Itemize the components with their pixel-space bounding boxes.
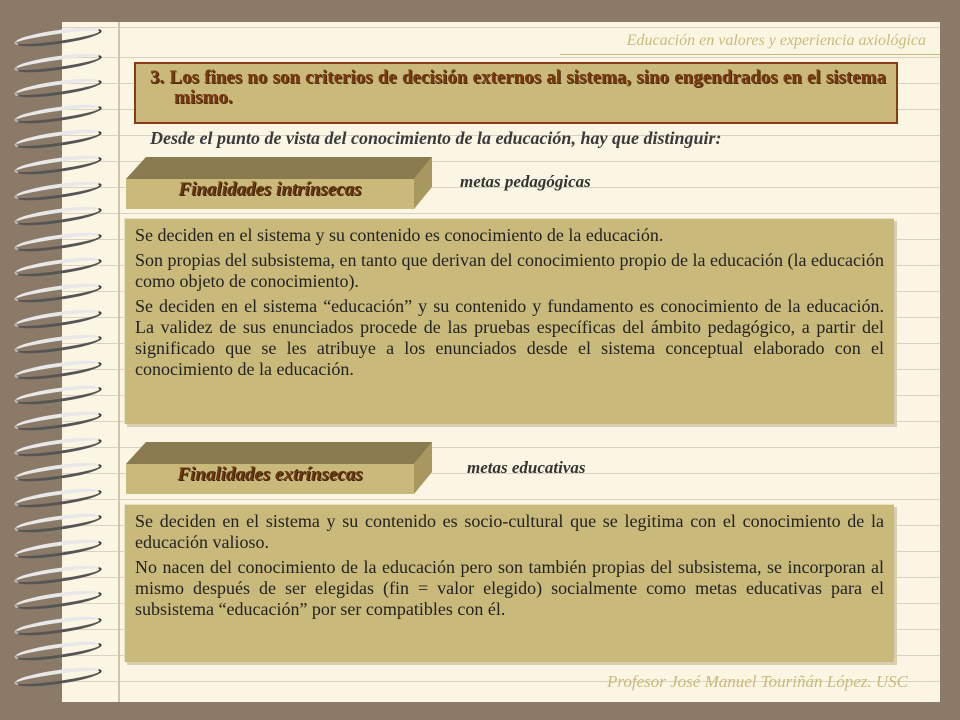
binding-ring	[13, 459, 102, 485]
binding-ring	[13, 101, 102, 127]
tab-intrinsic	[126, 157, 432, 209]
binding-ring	[13, 664, 102, 690]
binding-ring	[13, 24, 102, 50]
binding-ring	[13, 408, 102, 434]
binding-ring	[13, 280, 102, 306]
intrinsic-content-box	[124, 218, 894, 424]
binding-ring	[13, 331, 102, 357]
binding-ring	[13, 357, 102, 383]
binding-ring	[13, 638, 102, 664]
tab-extrinsic-label: Finalidades extrínsecas	[177, 464, 363, 485]
extrinsic-content-box	[124, 504, 894, 662]
heading-box	[134, 62, 898, 124]
binding-ring	[13, 229, 102, 255]
binding-ring	[13, 75, 102, 101]
binding-ring	[13, 434, 102, 460]
note-extrinsic: metas educativas	[467, 458, 586, 477]
extrinsic-paragraph: Se deciden en el sistema y su contenido es socio-cultural que se legitima con el conocimiento de la educación valioso.	[135, 511, 884, 552]
binding-ring	[13, 510, 102, 536]
intro-text: Desde el punto de vista del conocimiento de la educación, hay que distinguir:	[150, 128, 722, 148]
spiral-binding	[0, 30, 110, 700]
binding-ring	[13, 613, 102, 639]
intrinsic-paragraph: Son propias del subsistema, en tanto que derivan del conocimiento propio de la educación (la educación como objeto de conocimiento).	[135, 250, 884, 291]
extrinsic-paragraph: No nacen del conocimiento de la educación pero son también propias del subsistema, se incorporan al mismo después de ser elegidas (fin = valor elegido) socialmente como metas educativas para el subsistema “educación” por ser compatibles con él.	[135, 557, 884, 619]
binding-ring	[13, 50, 102, 76]
footer-author: Profesor José Manuel Touriñán López. USC	[607, 672, 908, 691]
intrinsic-paragraph: Se deciden en el sistema “educación” y su contenido y fundamento es conocimiento de la educación. La validez de sus enunciados procede de las pruebas específicas del ámbito pedagógico, a partir del significado que se les atribuye a los enunciados desde el sistema conceptual elaborado con el conocimiento de la educación.	[135, 296, 884, 379]
binding-ring	[13, 178, 102, 204]
binding-ring	[13, 382, 102, 408]
binding-ring	[13, 485, 102, 511]
binding-ring	[13, 152, 102, 178]
binding-ring	[13, 562, 102, 588]
binding-ring	[13, 306, 102, 332]
intrinsic-paragraph: Se deciden en el sistema y su contenido es conocimiento de la educación.	[135, 225, 664, 245]
header-divider	[560, 54, 940, 55]
tab-intrinsic-label: Finalidades intrínsecas	[178, 179, 362, 200]
binding-ring	[13, 536, 102, 562]
tab-extrinsic	[126, 442, 432, 494]
heading-text: 3. Los fines no son criterios de decisión externos al sistema, sino engendrados en el sistema mismo.	[150, 67, 886, 108]
binding-ring	[13, 126, 102, 152]
binding-ring	[13, 203, 102, 229]
note-intrinsic: metas pedagógicas	[460, 172, 591, 191]
binding-ring	[13, 254, 102, 280]
header-title: Educación en valores y experiencia axiológica	[626, 32, 926, 49]
binding-ring	[13, 587, 102, 613]
